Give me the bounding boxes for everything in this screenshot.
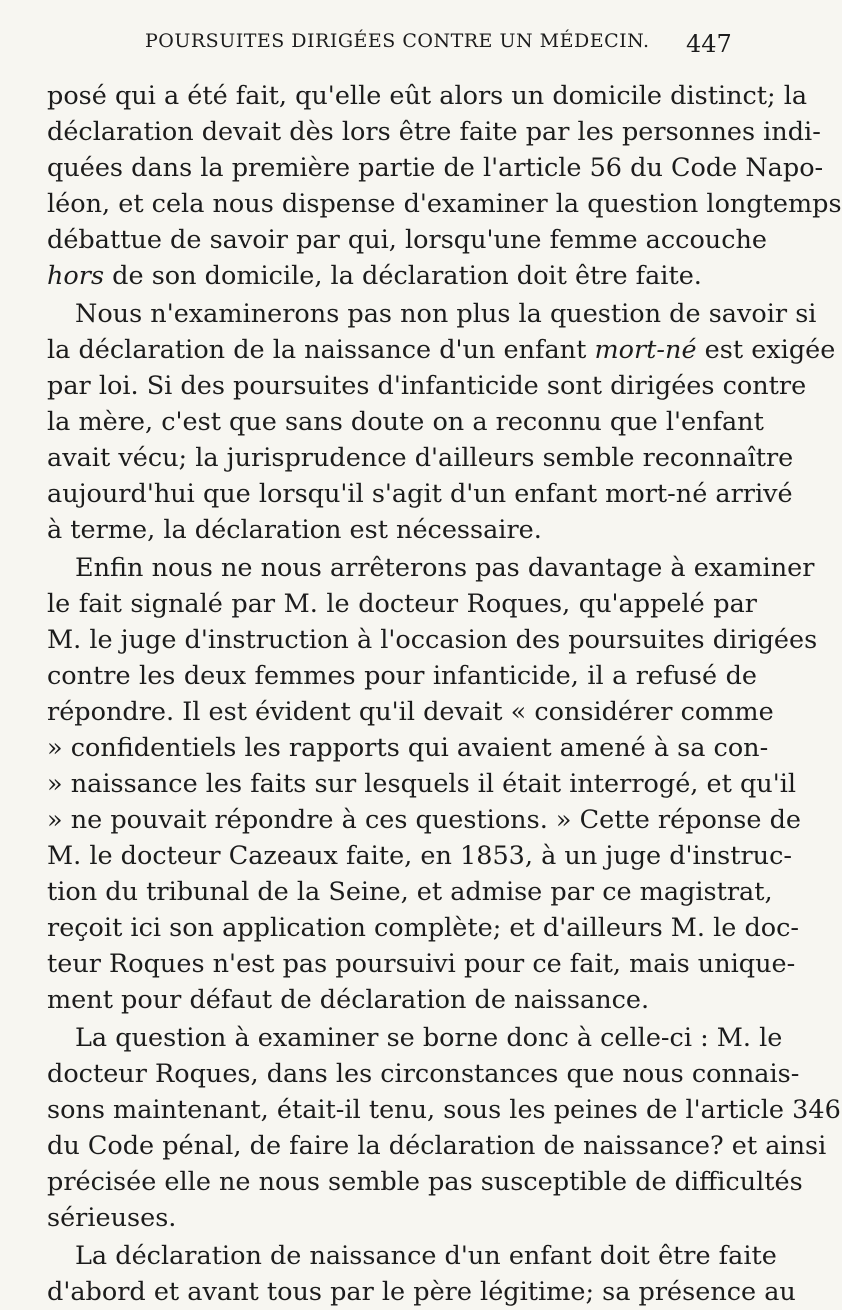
- text-line: » naissance les faits sur lesquels il était interrogé, et qu'il: [47, 769, 797, 799]
- italic-word: mort-né: [594, 335, 697, 365]
- page-number: 447: [686, 30, 732, 58]
- text-line: léon, et cela nous dispense d'examiner la question longtemps: [47, 189, 842, 219]
- text-line: répondre. Il est évident qu'il devait « considérer comme: [47, 697, 774, 727]
- text-line: M. le docteur Cazeaux faite, en 1853, à un juge d'instruc-: [47, 841, 792, 871]
- text-line: quées dans la première partie de l'article 56 du Code Napo-: [47, 153, 824, 183]
- text-line: par loi. Si des poursuites d'infanticide sont dirigées contre: [47, 371, 807, 401]
- text-line: sons maintenant, était-il tenu, sous les peines de l'article 346: [47, 1095, 841, 1125]
- text-line: contre les deux femmes pour infanticide, il a refusé de: [47, 661, 757, 691]
- text-line: Nous n'examinerons pas non plus la question de savoir si: [75, 299, 817, 329]
- text-line: docteur Roques, dans les circonstances que nous connais-: [47, 1059, 800, 1089]
- text-line: tion du tribunal de la Seine, et admise par ce magistrat,: [47, 877, 773, 907]
- text-line: » ne pouvait répondre à ces questions. » Cette réponse de: [47, 805, 801, 835]
- text-line: avait vécu; la jurisprudence d'ailleurs semble reconnaître: [47, 443, 794, 473]
- text-line: M. le juge d'instruction à l'occasion des poursuites dirigées: [47, 625, 818, 655]
- text-line: Enfin nous ne nous arrêterons pas davantage à examiner: [75, 553, 815, 583]
- text-line: La question à examiner se borne donc à celle-ci : M. le: [75, 1023, 783, 1053]
- text-line: d'abord et avant tous par le père légitime; sa présence au: [47, 1277, 796, 1307]
- italic-word: hors: [47, 261, 105, 291]
- text-line: débattue de savoir par qui, lorsqu'une femme accouche: [47, 225, 768, 255]
- text-line: reçoit ici son application complète; et d'ailleurs M. le doc-: [47, 913, 800, 943]
- text-line: aujourd'hui que lorsqu'il s'agit d'un enfant mort-né arrivé: [47, 479, 793, 509]
- text-line: déclaration devait dès lors être faite par les personnes indi-: [47, 117, 821, 147]
- text-line: La déclaration de naissance d'un enfant doit être faite: [75, 1241, 777, 1271]
- text-line: » confidentiels les rapports qui avaient amené à sa con-: [47, 733, 769, 763]
- text-line: teur Roques n'est pas poursuivi pour ce fait, mais unique-: [47, 949, 796, 979]
- text-line: la mère, c'est que sans doute on a reconnu que l'enfant: [47, 407, 764, 437]
- text-line-with-italic: la déclaration de la naissance d'un enfant mort-né est exigée: [47, 335, 836, 365]
- text-line: le fait signalé par M. le docteur Roques, qu'appelé par: [47, 589, 757, 619]
- text-line: précisée elle ne nous semble pas susceptible de difficultés: [47, 1167, 803, 1197]
- text-line: posé qui a été fait, qu'elle eût alors un domicile distinct; la: [47, 81, 808, 111]
- text-line: à terme, la déclaration est nécessaire.: [47, 515, 542, 545]
- running-title: POURSUITES DIRIGÉES CONTRE UN MÉDECIN.: [145, 30, 650, 52]
- text-line: ment pour défaut de déclaration de naissance.: [47, 985, 650, 1015]
- text-line: du Code pénal, de faire la déclaration de naissance? et ainsi: [47, 1131, 827, 1161]
- text-line-with-italic: hors de son domicile, la déclaration doit être faite.: [47, 261, 702, 291]
- text-line: sérieuses.: [47, 1203, 177, 1233]
